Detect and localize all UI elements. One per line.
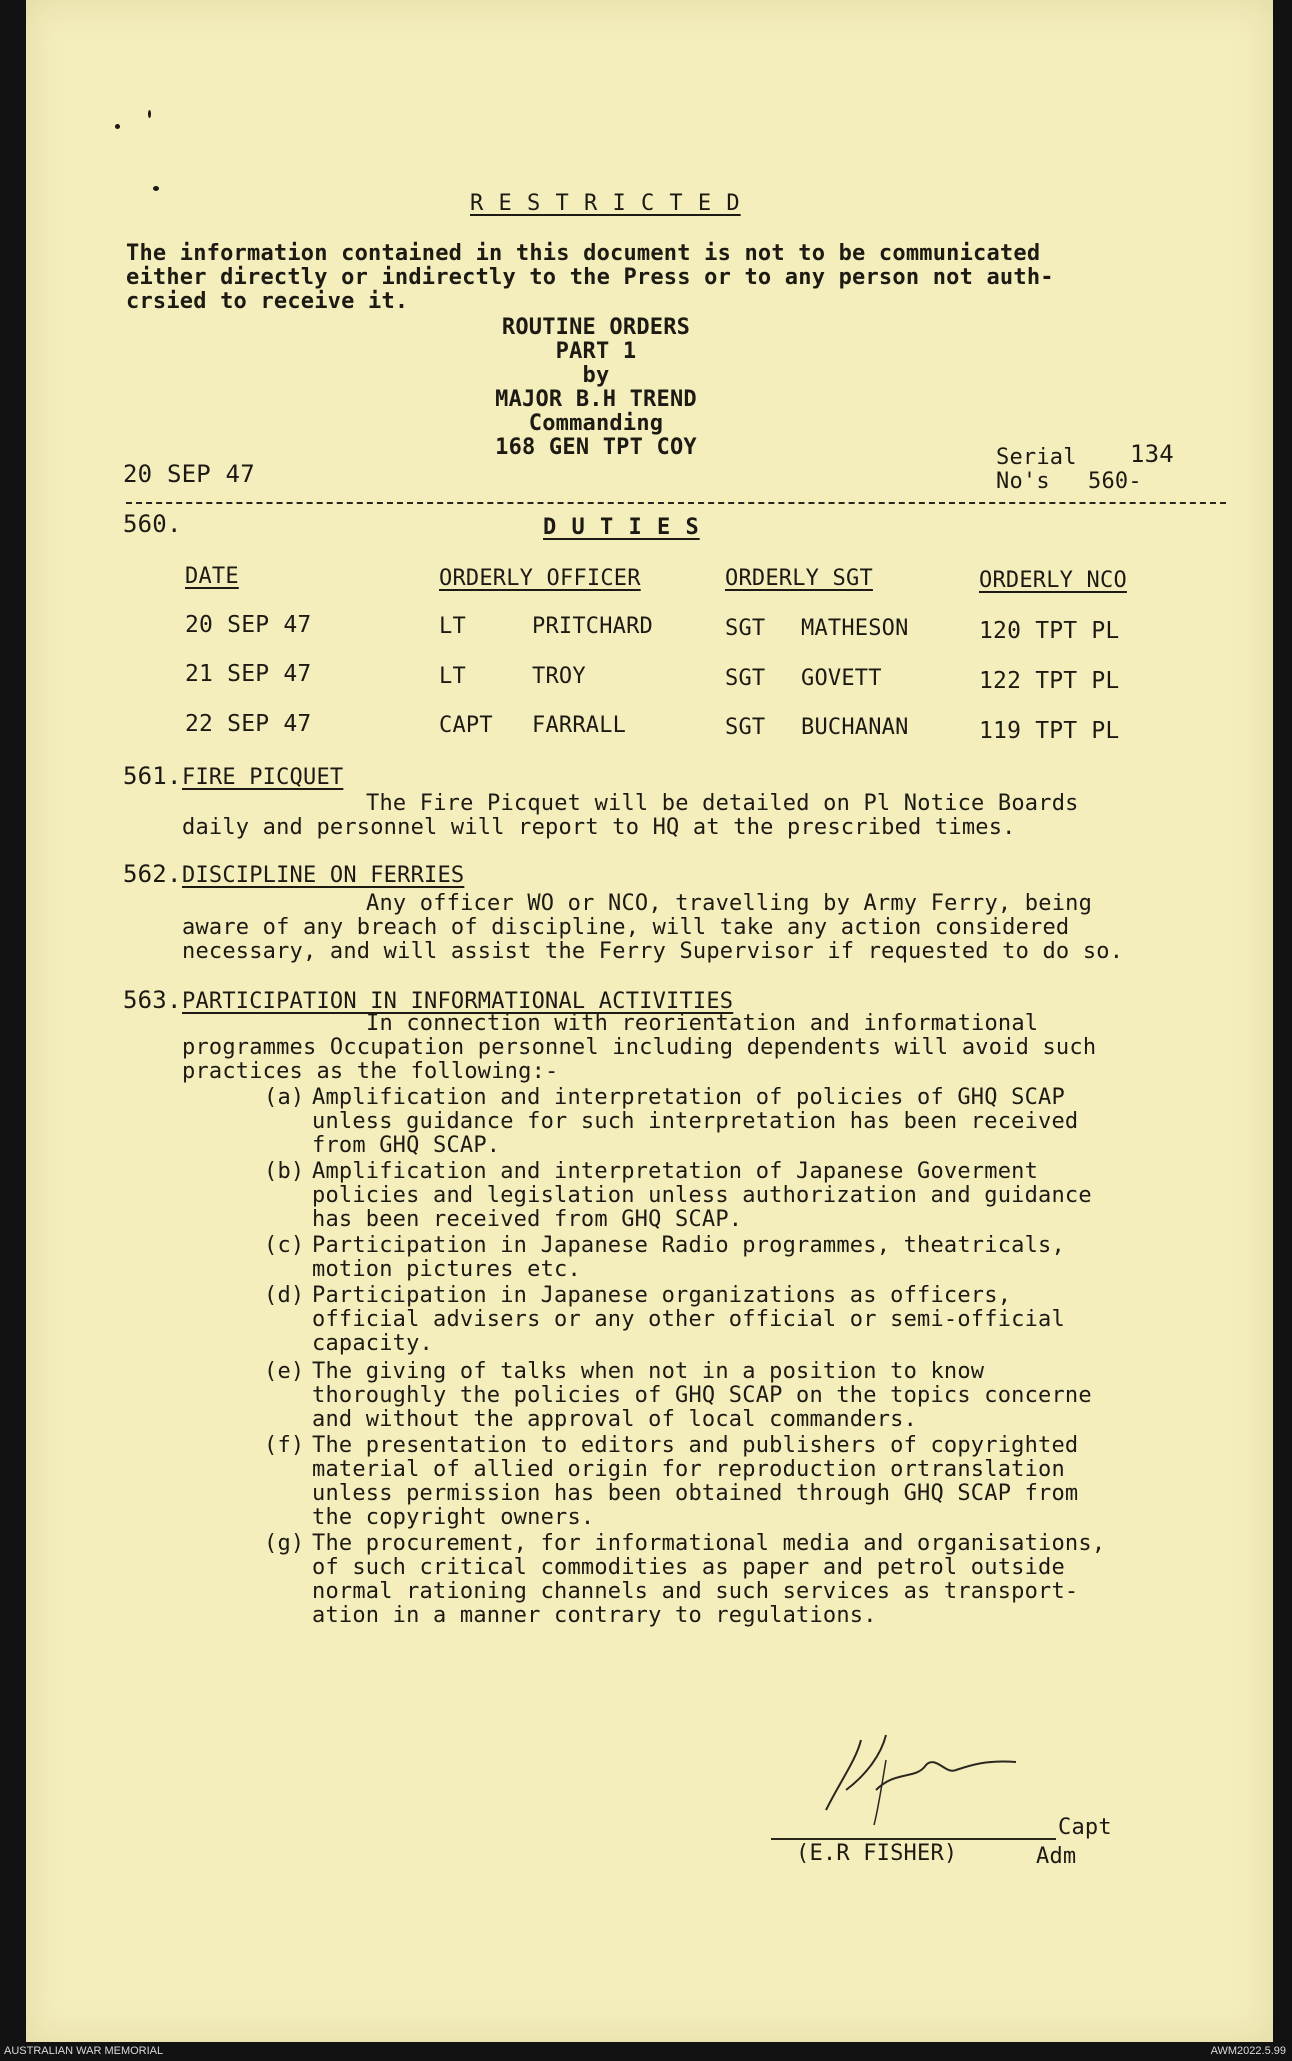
section-title: DISCIPLINE ON FERRIES	[182, 863, 465, 888]
notice-line: The information contained in this document is not to be communicated	[126, 241, 1041, 266]
title-line: 168 GEN TPT COY	[495, 435, 697, 460]
list-item-line: of such critical commodities as paper and petrol outside	[312, 1555, 1065, 1580]
duty-row-nco: 120 TPT PL	[979, 618, 1120, 644]
body-line: aware of any breach of discipline, will take any action considered	[182, 915, 1070, 940]
list-item-line: motion pictures etc.	[312, 1257, 581, 1282]
duty-row-rank: LT	[439, 614, 466, 639]
duties-heading: D U T I E S	[543, 515, 700, 540]
archive-reference: AWM2022.5.99	[1210, 2045, 1286, 2057]
column-header-sgt: ORDERLY SGT	[725, 566, 873, 591]
list-item-label: (a)	[264, 1085, 305, 1110]
list-item-line: Participation in Japanese Radio programmes, theatricals,	[312, 1233, 1065, 1258]
list-item-line: and without the approval of local commanders.	[312, 1407, 918, 1432]
section-title: PARTICIPATION IN INFORMATIONAL ACTIVITIES	[182, 989, 734, 1014]
signature-name: (E.R FISHER)	[796, 1841, 958, 1866]
section-title: FIRE PICQUET	[182, 765, 344, 790]
duty-row-officer: TROY	[532, 664, 586, 689]
body-line: In connection with reorientation and informational	[366, 1011, 1039, 1036]
serial-value: 134	[1130, 440, 1174, 468]
duty-row-rank: LT	[439, 664, 466, 689]
body-line: necessary, and will assist the Ferry Supervisor if requested to do so.	[182, 939, 1124, 964]
notice-line: crsied to receive it.	[126, 289, 409, 314]
title-line: PART 1	[555, 339, 637, 364]
title-line: Commanding	[528, 411, 664, 436]
section-number: 562.	[123, 860, 182, 888]
duty-row-date: 22 SEP 47	[185, 711, 312, 737]
list-item-line: The giving of talks when not in a position to know	[312, 1359, 985, 1384]
list-item-label: (c)	[264, 1233, 305, 1258]
order-date: 20 SEP 47	[123, 460, 255, 488]
column-header-nco: ORDERLY NCO	[979, 568, 1127, 593]
duty-row-date: 21 SEP 47	[185, 661, 312, 687]
list-item-line: ation in a manner contrary to regulations.	[312, 1603, 877, 1628]
list-item-line: Participation in Japanese organizations as officers,	[312, 1283, 1012, 1308]
paper-speck	[115, 124, 120, 129]
section-number: 560.	[123, 510, 182, 538]
duty-row-officer: PRITCHARD	[532, 614, 654, 639]
list-item-line: capacity.	[312, 1331, 434, 1356]
duty-row-nco: 119 TPT PL	[979, 718, 1120, 744]
signature-rank: Capt	[1058, 1815, 1112, 1840]
section-number: 561.	[123, 762, 182, 790]
section-number: 563.	[123, 986, 182, 1014]
list-item-line: Amplification and interpretation of Japanese Goverment	[312, 1159, 1039, 1184]
document-page	[26, 0, 1273, 2042]
list-item-line: The procurement, for informational media and organisations,	[312, 1531, 1106, 1556]
header-divider	[126, 502, 1226, 504]
title-block	[466, 316, 726, 460]
duty-row-nco: 122 TPT PL	[979, 668, 1120, 694]
duty-row-sgt: GOVETT	[801, 666, 882, 691]
signature-line	[771, 1838, 1056, 1840]
body-line: programmes Occupation personnel including dependents will avoid such	[182, 1035, 1097, 1060]
column-header-officer: ORDERLY OFFICER	[439, 566, 641, 591]
list-item-line: official advisers or any other official or semi-official	[312, 1307, 1065, 1332]
title-line: MAJOR B.H TREND	[495, 387, 697, 412]
list-item-label: (e)	[264, 1359, 305, 1384]
body-line: Any officer WO or NCO, travelling by Army Ferry, being	[366, 891, 1093, 916]
classification-heading: R E S T R I C T E D	[470, 191, 741, 216]
list-item-line: from GHQ SCAP.	[312, 1133, 501, 1158]
list-item-line: thoroughly the policies of GHQ SCAP on the topics concerne	[312, 1383, 1092, 1408]
list-item-line: the copyright owners.	[312, 1505, 595, 1530]
list-item-line: unless guidance for such interpretation has been received	[312, 1109, 1079, 1134]
list-item-line: Amplification and interpretation of policies of GHQ SCAP	[312, 1085, 1065, 1110]
serial-label: Serial	[996, 445, 1077, 470]
nos-value: 560-	[1088, 469, 1142, 494]
list-item-line: normal rationing channels and such services as transport-	[312, 1579, 1079, 1604]
duty-row-sgt-rank: SGT	[725, 715, 766, 740]
duty-row-officer: FARRALL	[532, 713, 627, 738]
duty-row-sgt: BUCHANAN	[801, 715, 909, 740]
body-line: daily and personnel will report to HQ at the prescribed times.	[182, 815, 1016, 840]
paper-speck	[148, 110, 151, 118]
title-line: ROUTINE ORDERS	[501, 315, 691, 340]
body-line: The Fire Picquet will be detailed on Pl Notice Boards	[366, 791, 1079, 816]
body-line: practices as the following:-	[182, 1059, 559, 1084]
duty-row-rank: CAPT	[439, 713, 493, 738]
duty-row-sgt-rank: SGT	[725, 616, 766, 641]
paper-speck	[153, 186, 159, 191]
list-item-label: (d)	[264, 1283, 305, 1308]
duty-row-date: 20 SEP 47	[185, 612, 312, 638]
column-header-date: DATE	[185, 564, 239, 589]
signature-appointment: Adm	[1036, 1844, 1077, 1869]
handwritten-signature	[786, 1720, 1086, 1840]
duty-row-sgt-rank: SGT	[725, 666, 766, 691]
list-item-line: material of allied origin for reproduction ortranslation	[312, 1457, 1065, 1482]
list-item-line: unless permission has been obtained through GHQ SCAP from	[312, 1481, 1079, 1506]
list-item-label: (f)	[264, 1433, 305, 1458]
list-item-line: policies and legislation unless authorization and guidance	[312, 1183, 1092, 1208]
title-line: by	[582, 363, 610, 388]
list-item-line: has been received from GHQ SCAP.	[312, 1207, 743, 1232]
list-item-label: (b)	[264, 1159, 305, 1184]
list-item-label: (g)	[264, 1531, 305, 1556]
notice-line: either directly or indirectly to the Press or to any person not auth-	[126, 265, 1054, 290]
archive-credit: AUSTRALIAN WAR MEMORIAL	[4, 2045, 164, 2057]
list-item-line: The presentation to editors and publishers of copyrighted	[312, 1433, 1079, 1458]
duty-row-sgt: MATHESON	[801, 616, 909, 641]
nos-label: No's	[996, 469, 1050, 494]
